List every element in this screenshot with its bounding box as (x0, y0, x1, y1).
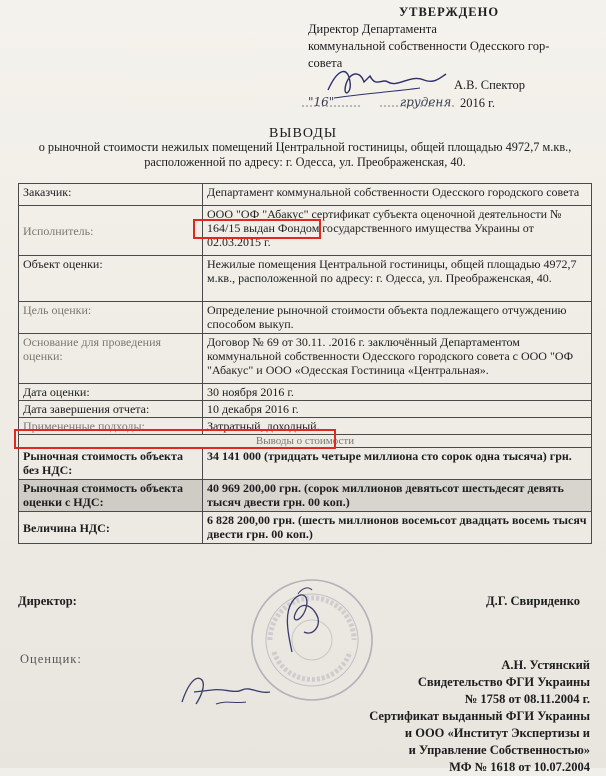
row-label: Цель оценки: (19, 302, 203, 334)
table-row (19, 302, 592, 334)
approval-line-1: Директор Департамента (308, 22, 437, 36)
approval-day: "16" (308, 95, 335, 109)
result-label: Рыночная стоимость объекта без НДС: (19, 448, 203, 480)
appraiser-line: № 1758 от 08.11.2004 г. (464, 692, 590, 706)
date-underline (300, 96, 460, 110)
row-label: Заказчик: (19, 184, 203, 206)
appraiser-line: МФ № 1618 от 10.07.2004 (449, 760, 590, 774)
appraiser-line: и Управление Собственностью» (408, 743, 590, 757)
result-label: Величина НДС: (19, 512, 203, 544)
row-label: Исполнитель: (19, 206, 203, 256)
row-value: Определение рыночной стоимости объекта подлежащего отчуждению способом выкуп. (203, 302, 592, 334)
highlight-approaches (14, 429, 336, 449)
row-label: Дата оценки: (19, 384, 203, 401)
approval-month: груденя (400, 95, 452, 109)
result-row (19, 512, 592, 544)
appraiser-signature (176, 664, 276, 714)
document-title: ВЫВОДЫ (268, 126, 338, 141)
section-header: Выводы о стоимости (19, 435, 592, 448)
row-value: ООО "ОФ "Абакус" сертификат субъекта оценочной деятельности № 164/15 выдан Фондом государственного имущества Украины от 02.03.2015 г. (203, 206, 592, 256)
table-row (19, 256, 592, 302)
table-row (19, 334, 592, 384)
director-signature (262, 584, 342, 656)
appraiser-line: А.Н. Устянский (501, 658, 590, 672)
appraiser-credentials (346, 657, 590, 776)
appraiser-line: Сертификат выданный ФГИ Украины (369, 709, 590, 723)
result-value: 40 969 200,00 грн. (сорок миллионов девятьсот шестьдесят девять тысяч двести грн. 00 коп.) (203, 480, 592, 512)
result-row (19, 448, 592, 480)
row-label: Дата завершения отчета: (19, 401, 203, 418)
director-name: Д.Г. Свириденко (486, 594, 581, 608)
result-row (19, 480, 592, 512)
appraiser-label: Оценщик: (20, 652, 82, 666)
highlight-executor (193, 219, 321, 239)
appraiser-line: Свидетельство ФГИ Украины (417, 675, 590, 689)
appraiser-line: и ООО «Институт Экспертизы и (404, 726, 590, 740)
row-value: Нежилые помещения Центральной гостиницы, общей площадью 4972,7 м.кв., расположенной по адресу: г. Одесса, ул. Преображенская, 40. (203, 256, 592, 302)
result-value: 34 141 000 (тридцать четыре миллиона сто сорок одна тысяча) грн. (203, 448, 592, 480)
table-row (19, 401, 592, 418)
approval-line-2: коммунальной собственности Одесского гор- (308, 39, 550, 53)
approval-year: 2016 г. (460, 96, 495, 110)
row-value: Договор № 69 от 30.11. .2016 г. заключённый Департаментом коммунальной собственности Одесского городского совета с ООО "ОФ "Абакус" и ООО «Одесская Гостиница «Центральная». (203, 334, 592, 384)
approval-line-3: совета (308, 56, 343, 70)
table-row (19, 384, 592, 401)
table-row (19, 184, 592, 206)
row-value: Департамент коммунальной собственности Одесского городского совета (203, 184, 592, 206)
row-value: Затратный, доходный. (203, 418, 592, 435)
row-label: Объект оценки: (19, 256, 203, 302)
faint-header-mark (14, 4, 18, 15)
approval-header: УТВЕРЖДЕНО (398, 5, 500, 19)
row-label: Основание для проведения оценки: (19, 334, 203, 384)
director-label: Директор: (18, 594, 77, 608)
row-value: 10 декабря 2016 г. (203, 401, 592, 418)
approval-signer: А.В. Спектор (454, 78, 526, 92)
row-label: Примененные подходы: (19, 418, 203, 435)
result-label: Рыночная стоимость объекта оценки с НДС: (19, 480, 203, 512)
result-value: 6 828 200,00 грн. (шесть миллионов восемьсот двадцать восемь тысяч двести грн. 00 коп.) (203, 512, 592, 544)
row-value: 30 ноября 2016 г. (203, 384, 592, 401)
document-subtitle: о рыночной стоимости нежилых помещений Центральной гостиницы, общей площадью 4972,7 м.кв., расположенной по адресу: г. Одесса, ул. Преображенская, 40. (38, 140, 572, 169)
